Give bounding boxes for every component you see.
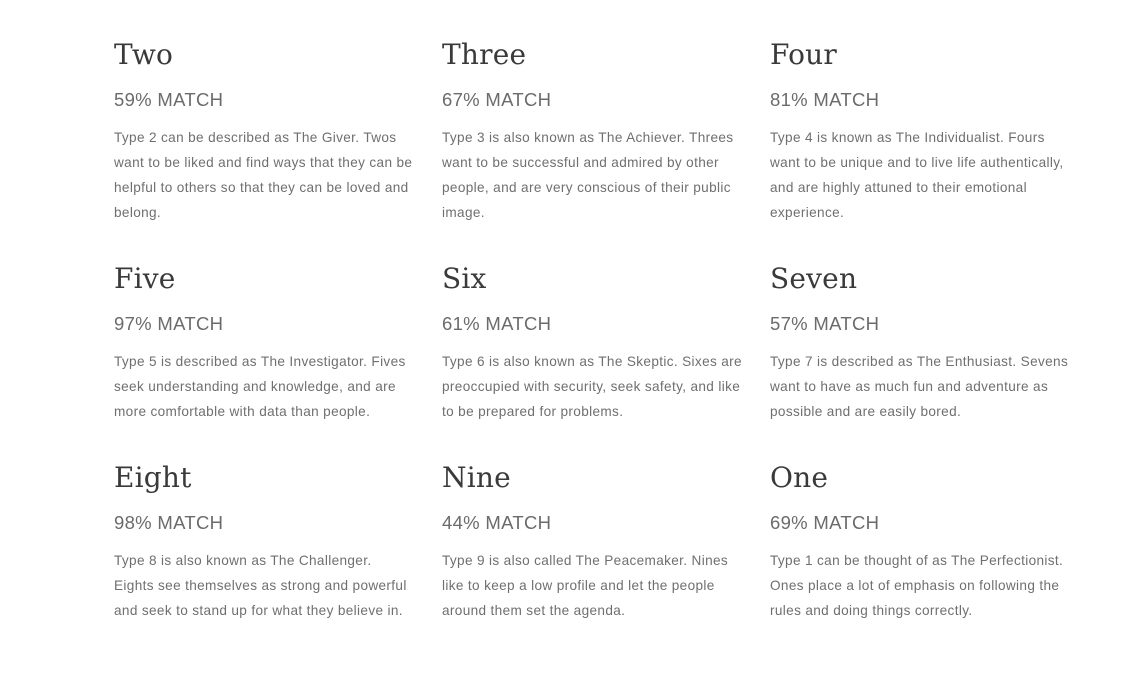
type-name: Seven	[770, 262, 858, 295]
type-card-nine	[442, 459, 742, 669]
type-card-three	[442, 36, 742, 260]
match-percentage: 59% MATCH	[114, 89, 224, 110]
type-description: Type 9 is also called The Peacemaker. Nines like to keep a low profile and let the people around them set the agenda.	[442, 553, 729, 618]
type-card-five	[114, 260, 414, 459]
type-description: Type 2 can be described as The Giver. Twos want to be liked and find ways that they can be helpful to others so that they can be loved and belong.	[114, 130, 413, 220]
match-percentage: 57% MATCH	[770, 313, 880, 334]
type-card-eight	[114, 459, 414, 669]
type-name: Three	[442, 38, 527, 71]
type-description: Type 7 is described as The Enthusiast. Sevens want to have as much fun and adventure as possible and are easily bored.	[770, 354, 1069, 419]
match-percentage: 67% MATCH	[442, 89, 552, 110]
type-name: One	[770, 461, 829, 494]
match-percentage: 98% MATCH	[114, 512, 224, 533]
match-percentage: 61% MATCH	[442, 313, 552, 334]
type-name: Eight	[114, 461, 192, 494]
type-name: Nine	[442, 461, 511, 494]
type-description: Type 1 can be thought of as The Perfectionist. Ones place a lot of emphasis on following the rules and doing things correctly.	[770, 553, 1064, 618]
type-description: Type 6 is also known as The Skeptic. Sixes are preoccupied with security, seek safety, and like to be prepared for problems.	[442, 354, 742, 419]
match-percentage: 81% MATCH	[770, 89, 880, 110]
type-name: Five	[114, 262, 176, 295]
type-description: Type 8 is also known as The Challenger. Eights see themselves as strong and powerful and seek to stand up for what they believe in.	[114, 553, 407, 618]
type-card-six	[442, 260, 742, 459]
type-card-four	[770, 36, 1070, 260]
enneagram-type-results-grid	[114, 36, 1084, 669]
match-percentage: 44% MATCH	[442, 512, 552, 533]
type-name: Two	[114, 38, 174, 71]
type-card-seven	[770, 260, 1070, 459]
match-percentage: 69% MATCH	[770, 512, 880, 533]
type-description: Type 4 is known as The Individualist. Fours want to be unique and to live life authentically, and are highly attuned to their emotional experience.	[770, 130, 1064, 220]
type-card-two	[114, 36, 414, 260]
type-name: Six	[442, 262, 487, 295]
type-description: Type 3 is also known as The Achiever. Threes want to be successful and admired by other people, and are very conscious of their public image.	[442, 130, 734, 220]
type-card-one	[770, 459, 1070, 669]
match-percentage: 97% MATCH	[114, 313, 224, 334]
type-name: Four	[770, 38, 837, 71]
type-description: Type 5 is described as The Investigator. Fives seek understanding and knowledge, and are more comfortable with data than people.	[114, 354, 406, 419]
